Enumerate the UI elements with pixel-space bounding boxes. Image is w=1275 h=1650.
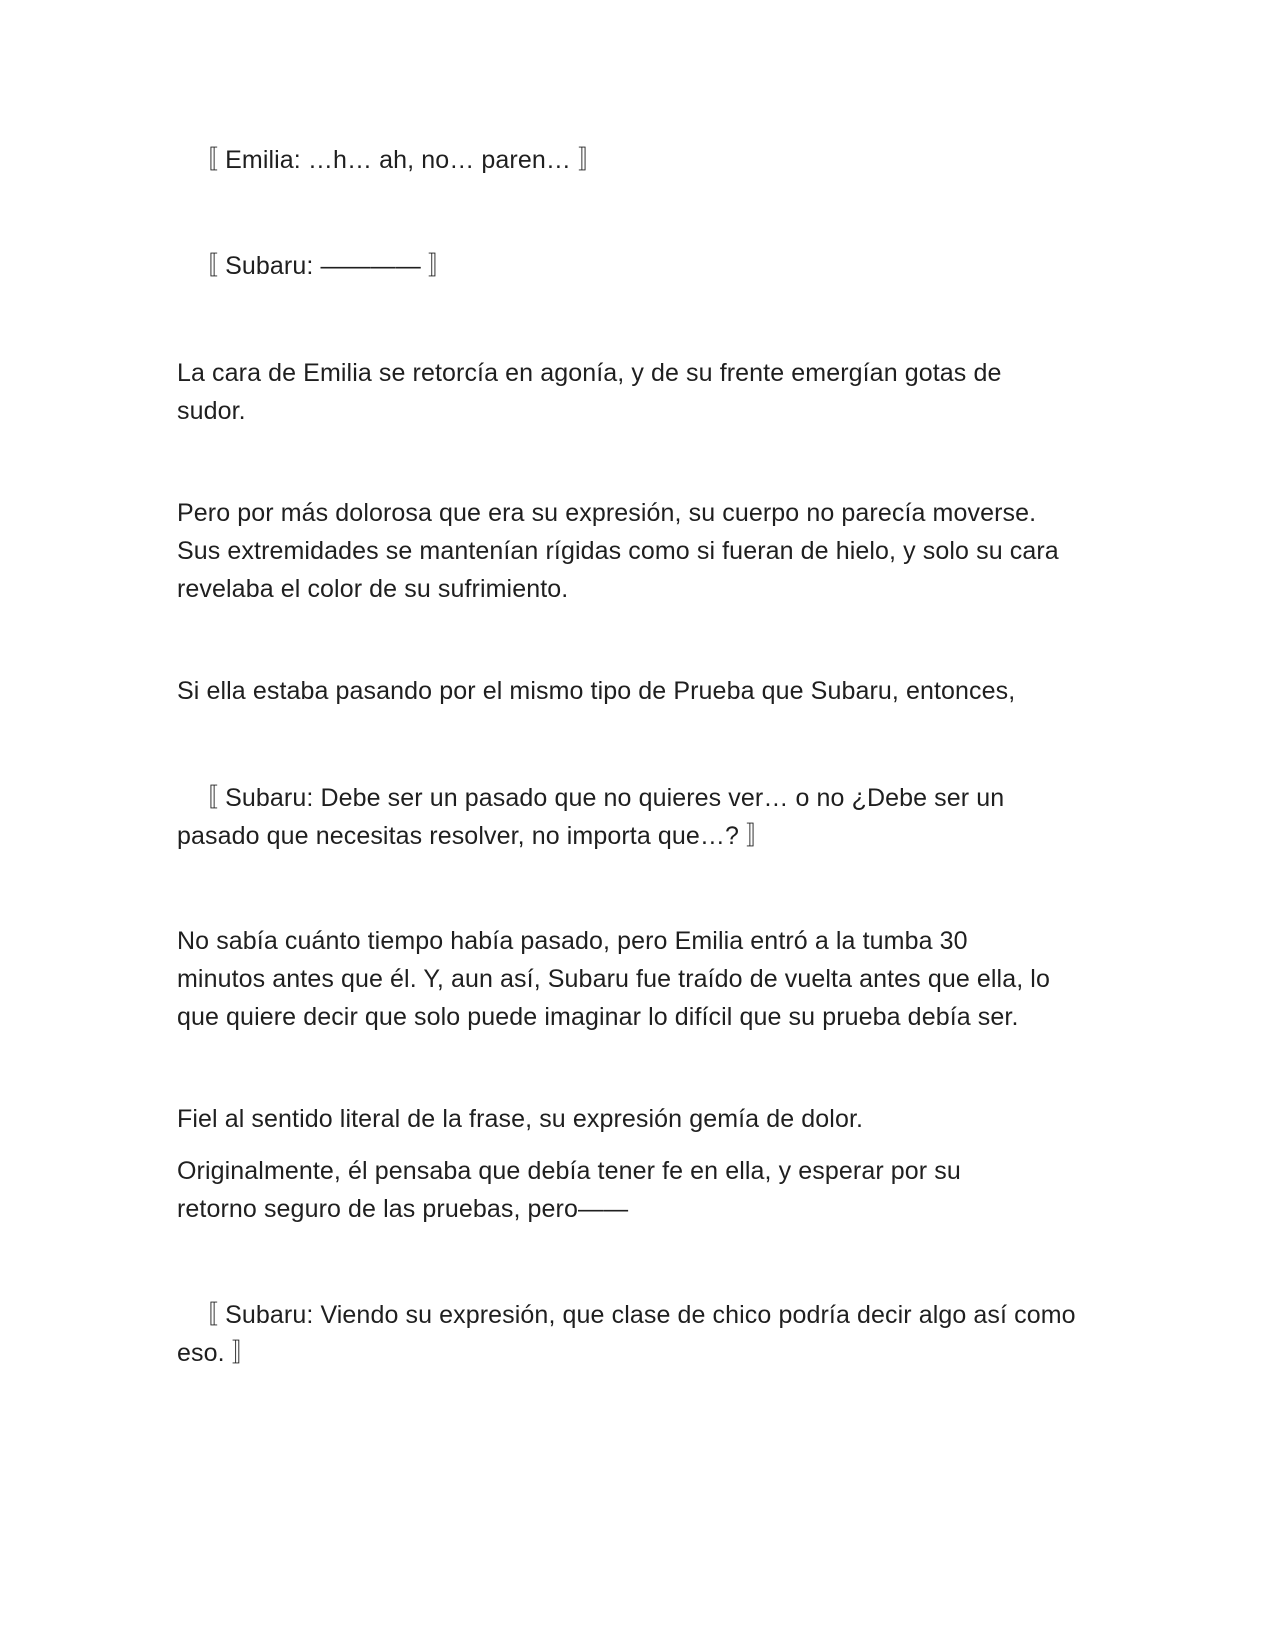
narration-paragraph [177, 354, 1107, 430]
text-line: Si ella estaba pasando por el mismo tipo de Prueba que Subaru, entonces, [177, 677, 1016, 705]
dialogue-subaru [177, 779, 1107, 855]
narration-paragraph [177, 494, 1107, 608]
dialogue-subaru-silence [177, 247, 1107, 285]
text-line: 〚 Emilia: …h… ah, no… paren… 〛 [193, 146, 604, 174]
text-line: Fiel al sentido literal de la frase, su expresión gemía de dolor. [177, 1105, 864, 1133]
text-line: 〚 Subaru: Debe ser un pasado que no quieres ver… o no ¿Debe ser un [193, 784, 1005, 812]
narration-paragraph [177, 922, 1107, 1036]
dialogue-emilia [177, 141, 1107, 179]
text-line: No sabía cuánto tiempo había pasado, pero Emilia entró a la tumba 30 [177, 927, 968, 955]
dialogue-subaru [177, 1296, 1107, 1372]
text-line: retorno seguro de las pruebas, pero—— [177, 1195, 629, 1223]
text-line: Pero por más dolorosa que era su expresión, su cuerpo no parecía moverse. [177, 499, 1037, 527]
text-line: pasado que necesitas resolver, no importa que…? 〛 [177, 822, 772, 850]
text-line: que quiere decir que solo puede imaginar lo difícil que su prueba debía ser. [177, 1003, 1019, 1031]
text-line: eso. 〛 [177, 1339, 257, 1367]
text-line: minutos antes que él. Y, aun así, Subaru fue traído de vuelta antes que ella, lo [177, 965, 1050, 993]
text-line: revelaba el color de su sufrimiento. [177, 575, 569, 603]
text-line: Sus extremidades se mantenían rígidas como si fueran de hielo, y solo su cara [177, 537, 1059, 565]
narration-paragraph [177, 672, 1107, 710]
text-line: 〚 Subaru: Viendo su expresión, que clase de chico podría decir algo así como [193, 1301, 1076, 1329]
text-line: sudor. [177, 397, 246, 425]
text-line: Originalmente, él pensaba que debía tener fe en ella, y esperar por su [177, 1157, 961, 1185]
narration-paragraph [177, 1100, 1107, 1138]
text-line: La cara de Emilia se retorcía en agonía, y de su frente emergían gotas de [177, 359, 1002, 387]
narration-paragraph [177, 1152, 1107, 1228]
text-line: 〚 Subaru: ———— 〛 [193, 252, 453, 280]
